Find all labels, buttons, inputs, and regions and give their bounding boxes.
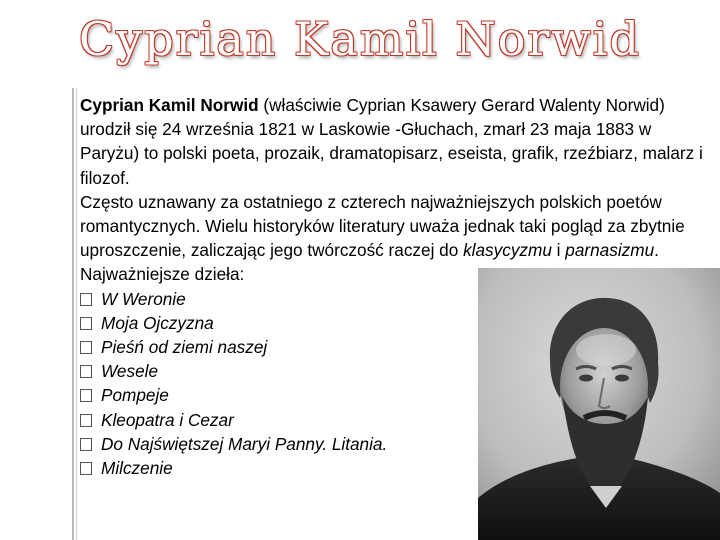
works-heading: Najważniejsze dzieła: [80,264,245,285]
square-bullet-icon [80,462,92,475]
bio-end: . [654,240,659,261]
portrait-illustration [478,268,720,540]
bio-text-1: (właściwie Cyprian Ksawery Gerard Walenty Norwid) urodził się 24 września 1821 w Laskowie -Głuchach, zmarł 23 maja 1883 w Paryżu) to polski poeta, prozaik, dramatopisarz, eseista, grafik, rzeźbiarz, malarz i filozof. [80,95,703,188]
left-rule [72,88,74,540]
square-bullet-icon [80,438,92,451]
work-title: W Weronie [101,288,186,309]
square-bullet-icon [80,389,92,402]
square-bullet-icon [80,341,92,354]
bio-term-parnassianism: parnasizmu [565,240,655,261]
bio-paragraph-2 [80,190,712,263]
work-title: Pieśń od ziemi naszej [101,337,268,358]
square-bullet-icon [80,414,92,427]
left-rule-inner [76,88,77,540]
bio-paragraph [80,93,712,190]
work-title: Pompeje [101,385,169,406]
bio-text-2: Często uznawany za ostatniego z czterech najważniejszych polskich poetów romantycznych. Wielu historyków literatury uważa jednak taki pogląd za zbytnie uproszczenie, zaliczając jego twórczość raczej do [80,191,685,261]
work-title: Kleopatra i Cezar [101,409,234,430]
work-title: Wesele [101,361,159,382]
bio-name: Cyprian Kamil Norwid [80,95,259,115]
work-title: Milczenie [101,458,173,479]
square-bullet-icon [80,293,92,306]
square-bullet-icon [80,317,92,330]
square-bullet-icon [80,365,92,378]
work-title: Moja Ojczyzna [101,312,214,333]
portrait-photo [478,268,720,540]
slide-title: Cyprian Kamil Norwid [79,12,641,66]
bio-conj: i [551,240,566,261]
work-title: Do Najświętszej Maryi Panny. Litania. [101,433,388,454]
bio-term-classicism: klasycyzmu [463,240,552,261]
